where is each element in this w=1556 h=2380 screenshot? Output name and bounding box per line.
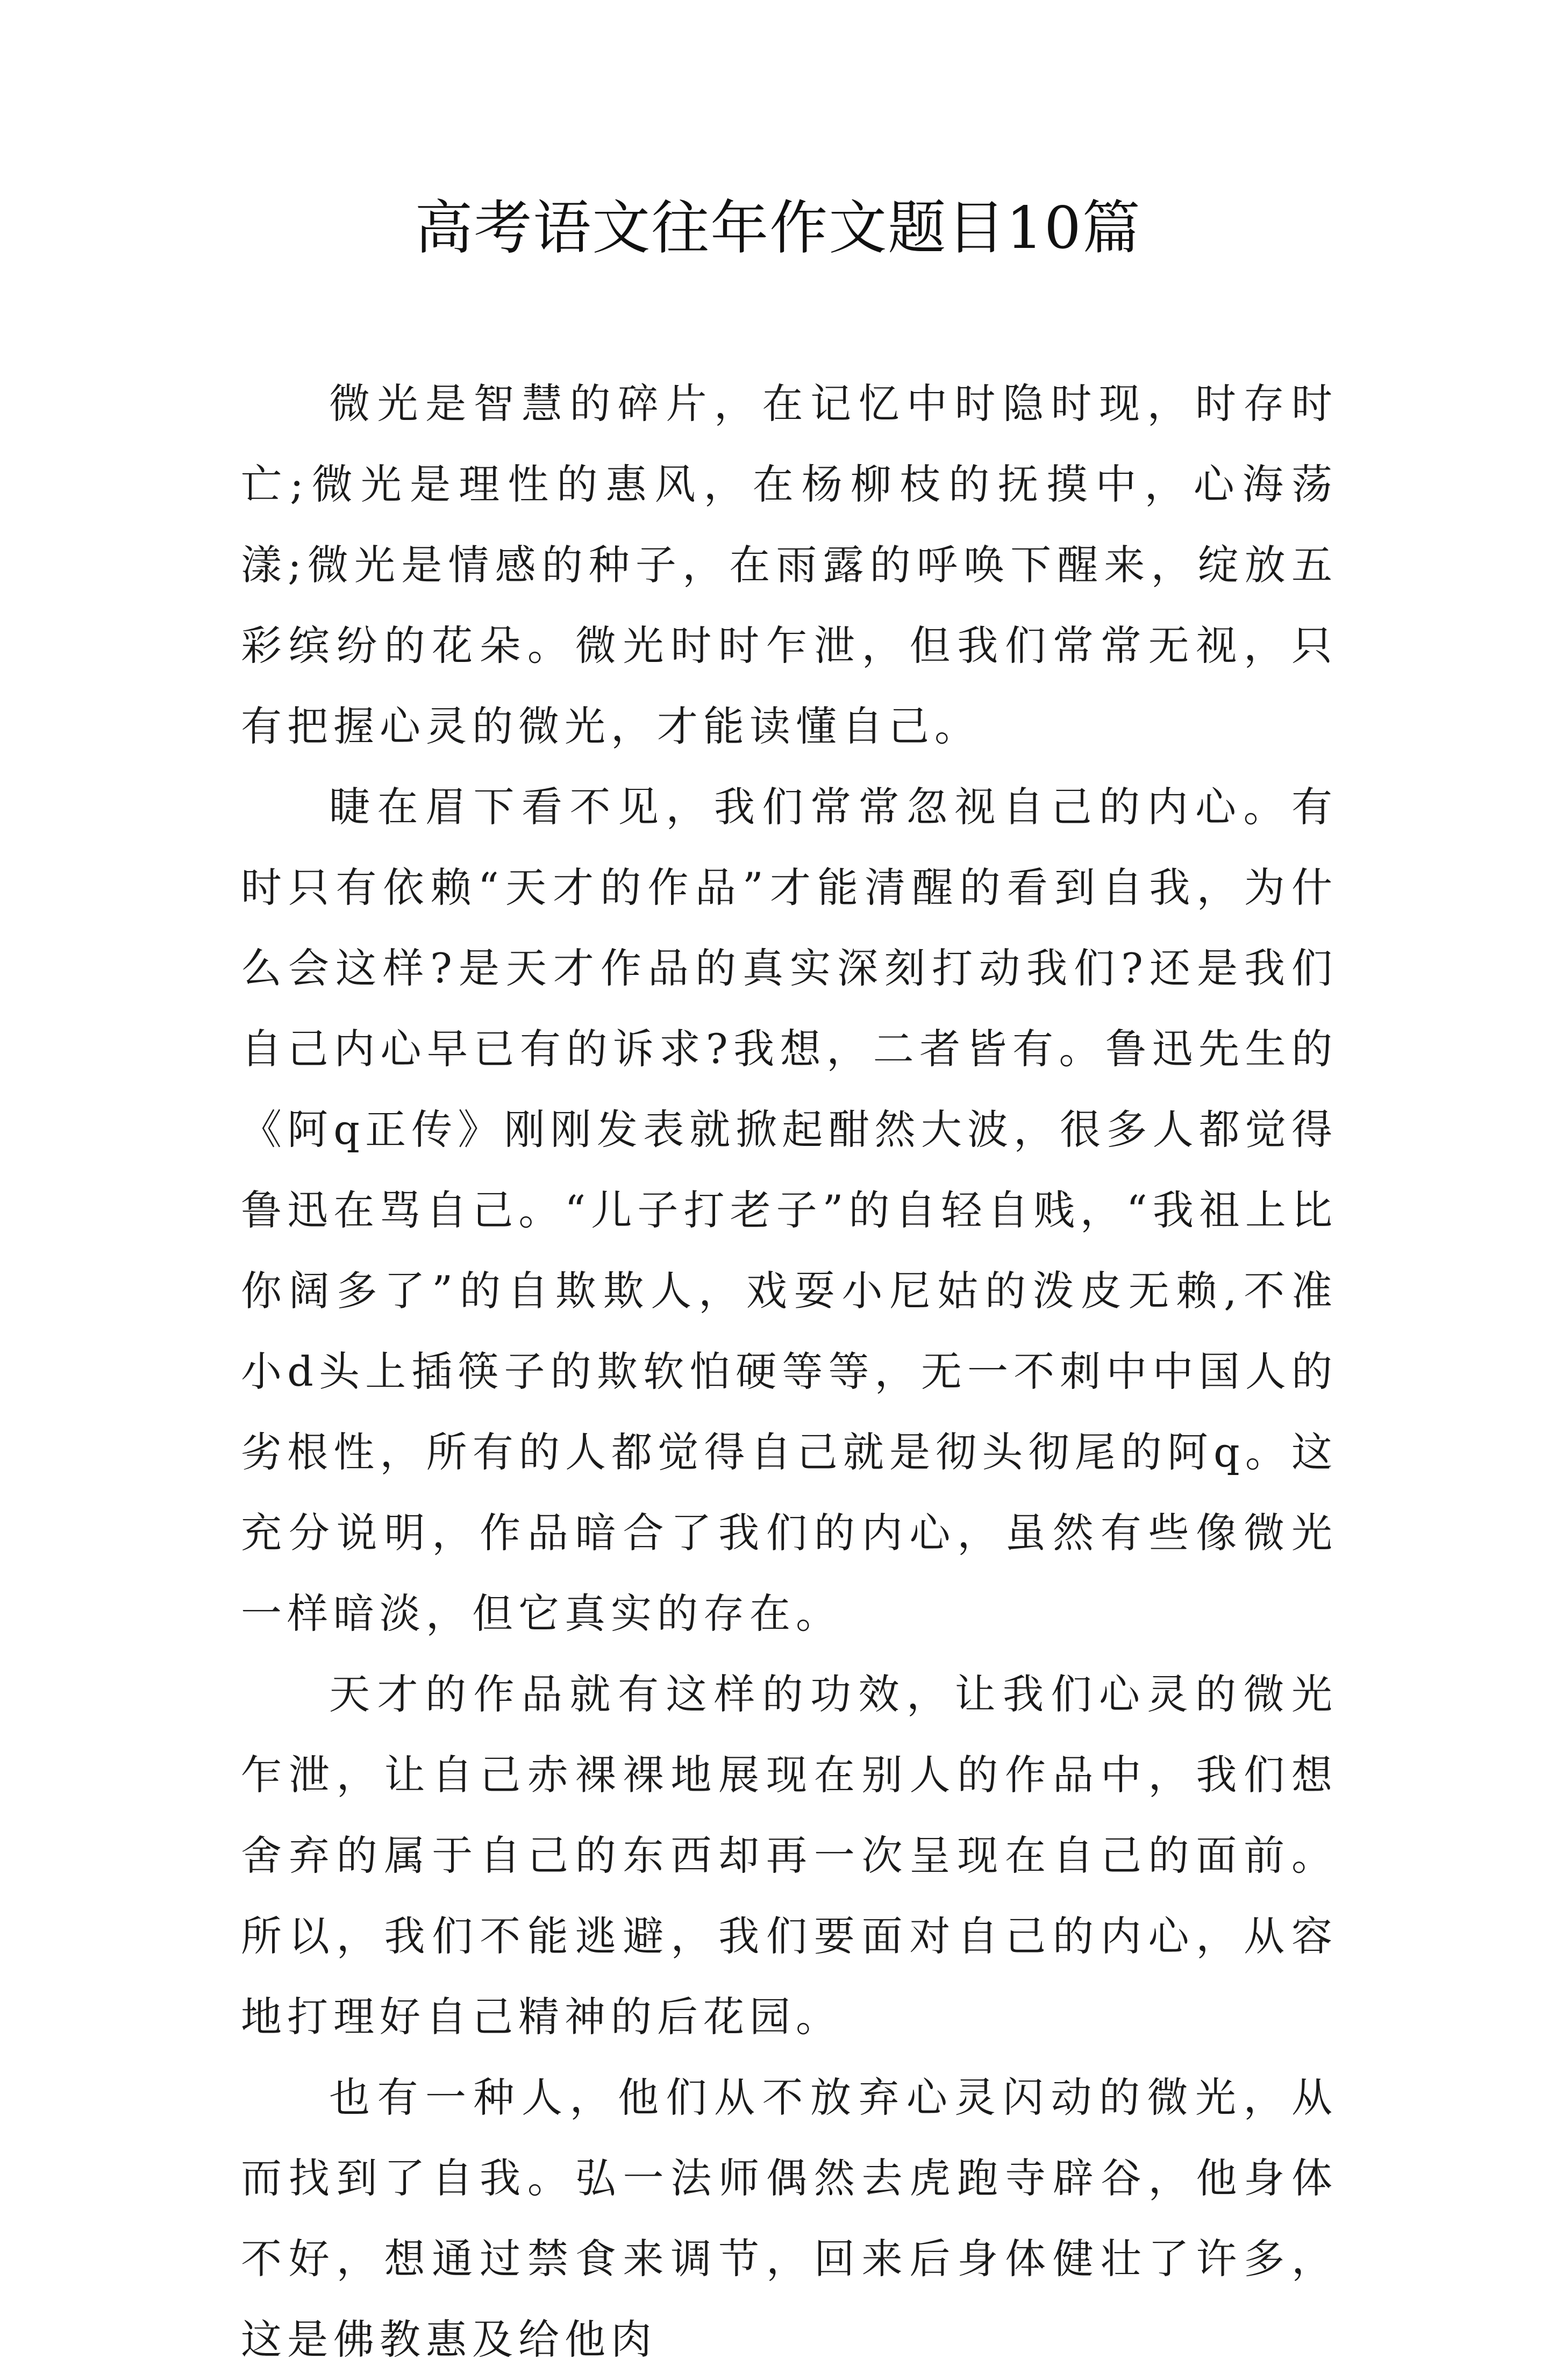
paragraph-4: 也有一种人，他们从不放弃心灵闪动的微光，从而找到了自我。弘一法师偶然去虎跑寺辟谷，他身体不好，想通过禁食来调节，回来后身体健壮了许多，这是佛教惠及给他肉	[241, 2073, 1338, 2363]
paragraph-1: 微光是智慧的碎片，在记忆中时隐时现，时存时亡;微光是理性的惠风，在杨柳枝的抚摸中，心海荡漾;微光是情感的种子，在雨露的呼唤下醒来，绽放五彩缤纷的花朵。微光时时乍泄，但我们常常无视，只有把握心灵的微光，才能读懂自己。	[241, 380, 1338, 750]
paragraph-2: 睫在眉下看不见，我们常常忽视自己的内心。有时只有依赖“天才的作品”才能清醒的看到自我，为什么会这样?是天才作品的真实深刻打动我们?还是我们自己内心早已有的诉求?我想，二者皆有。鲁迅先生的《阿q正传》刚刚发表就掀起酣然大波，很多人都觉得鲁迅在骂自己。“儿子打老子”的自轻自贱，“我祖上比你阔多了”的自欺欺人，戏耍小尼姑的泼皮无赖,不准小d头上插筷子的欺软怕硬等等，无一不刺中中国人的劣根性，所有的人都觉得自己就是彻头彻尾的阿q。这充分说明，作品暗合了我们的内心，虽然有些像微光一样暗淡，但它真实的存在。	[241, 783, 1338, 1637]
document-body	[241, 364, 1338, 2380]
document-title: 高考语文往年作文题目10篇	[415, 195, 1141, 262]
paragraph-3: 天才的作品就有这样的功效，让我们心灵的微光乍泄，让自己赤裸裸地展现在别人的作品中，我们想舍弃的属于自己的东西却再一次呈现在自己的面前。所以，我们不能逃避，我们要面对自己的内心，从容地打理好自己精神的后花园。	[241, 1670, 1338, 2041]
